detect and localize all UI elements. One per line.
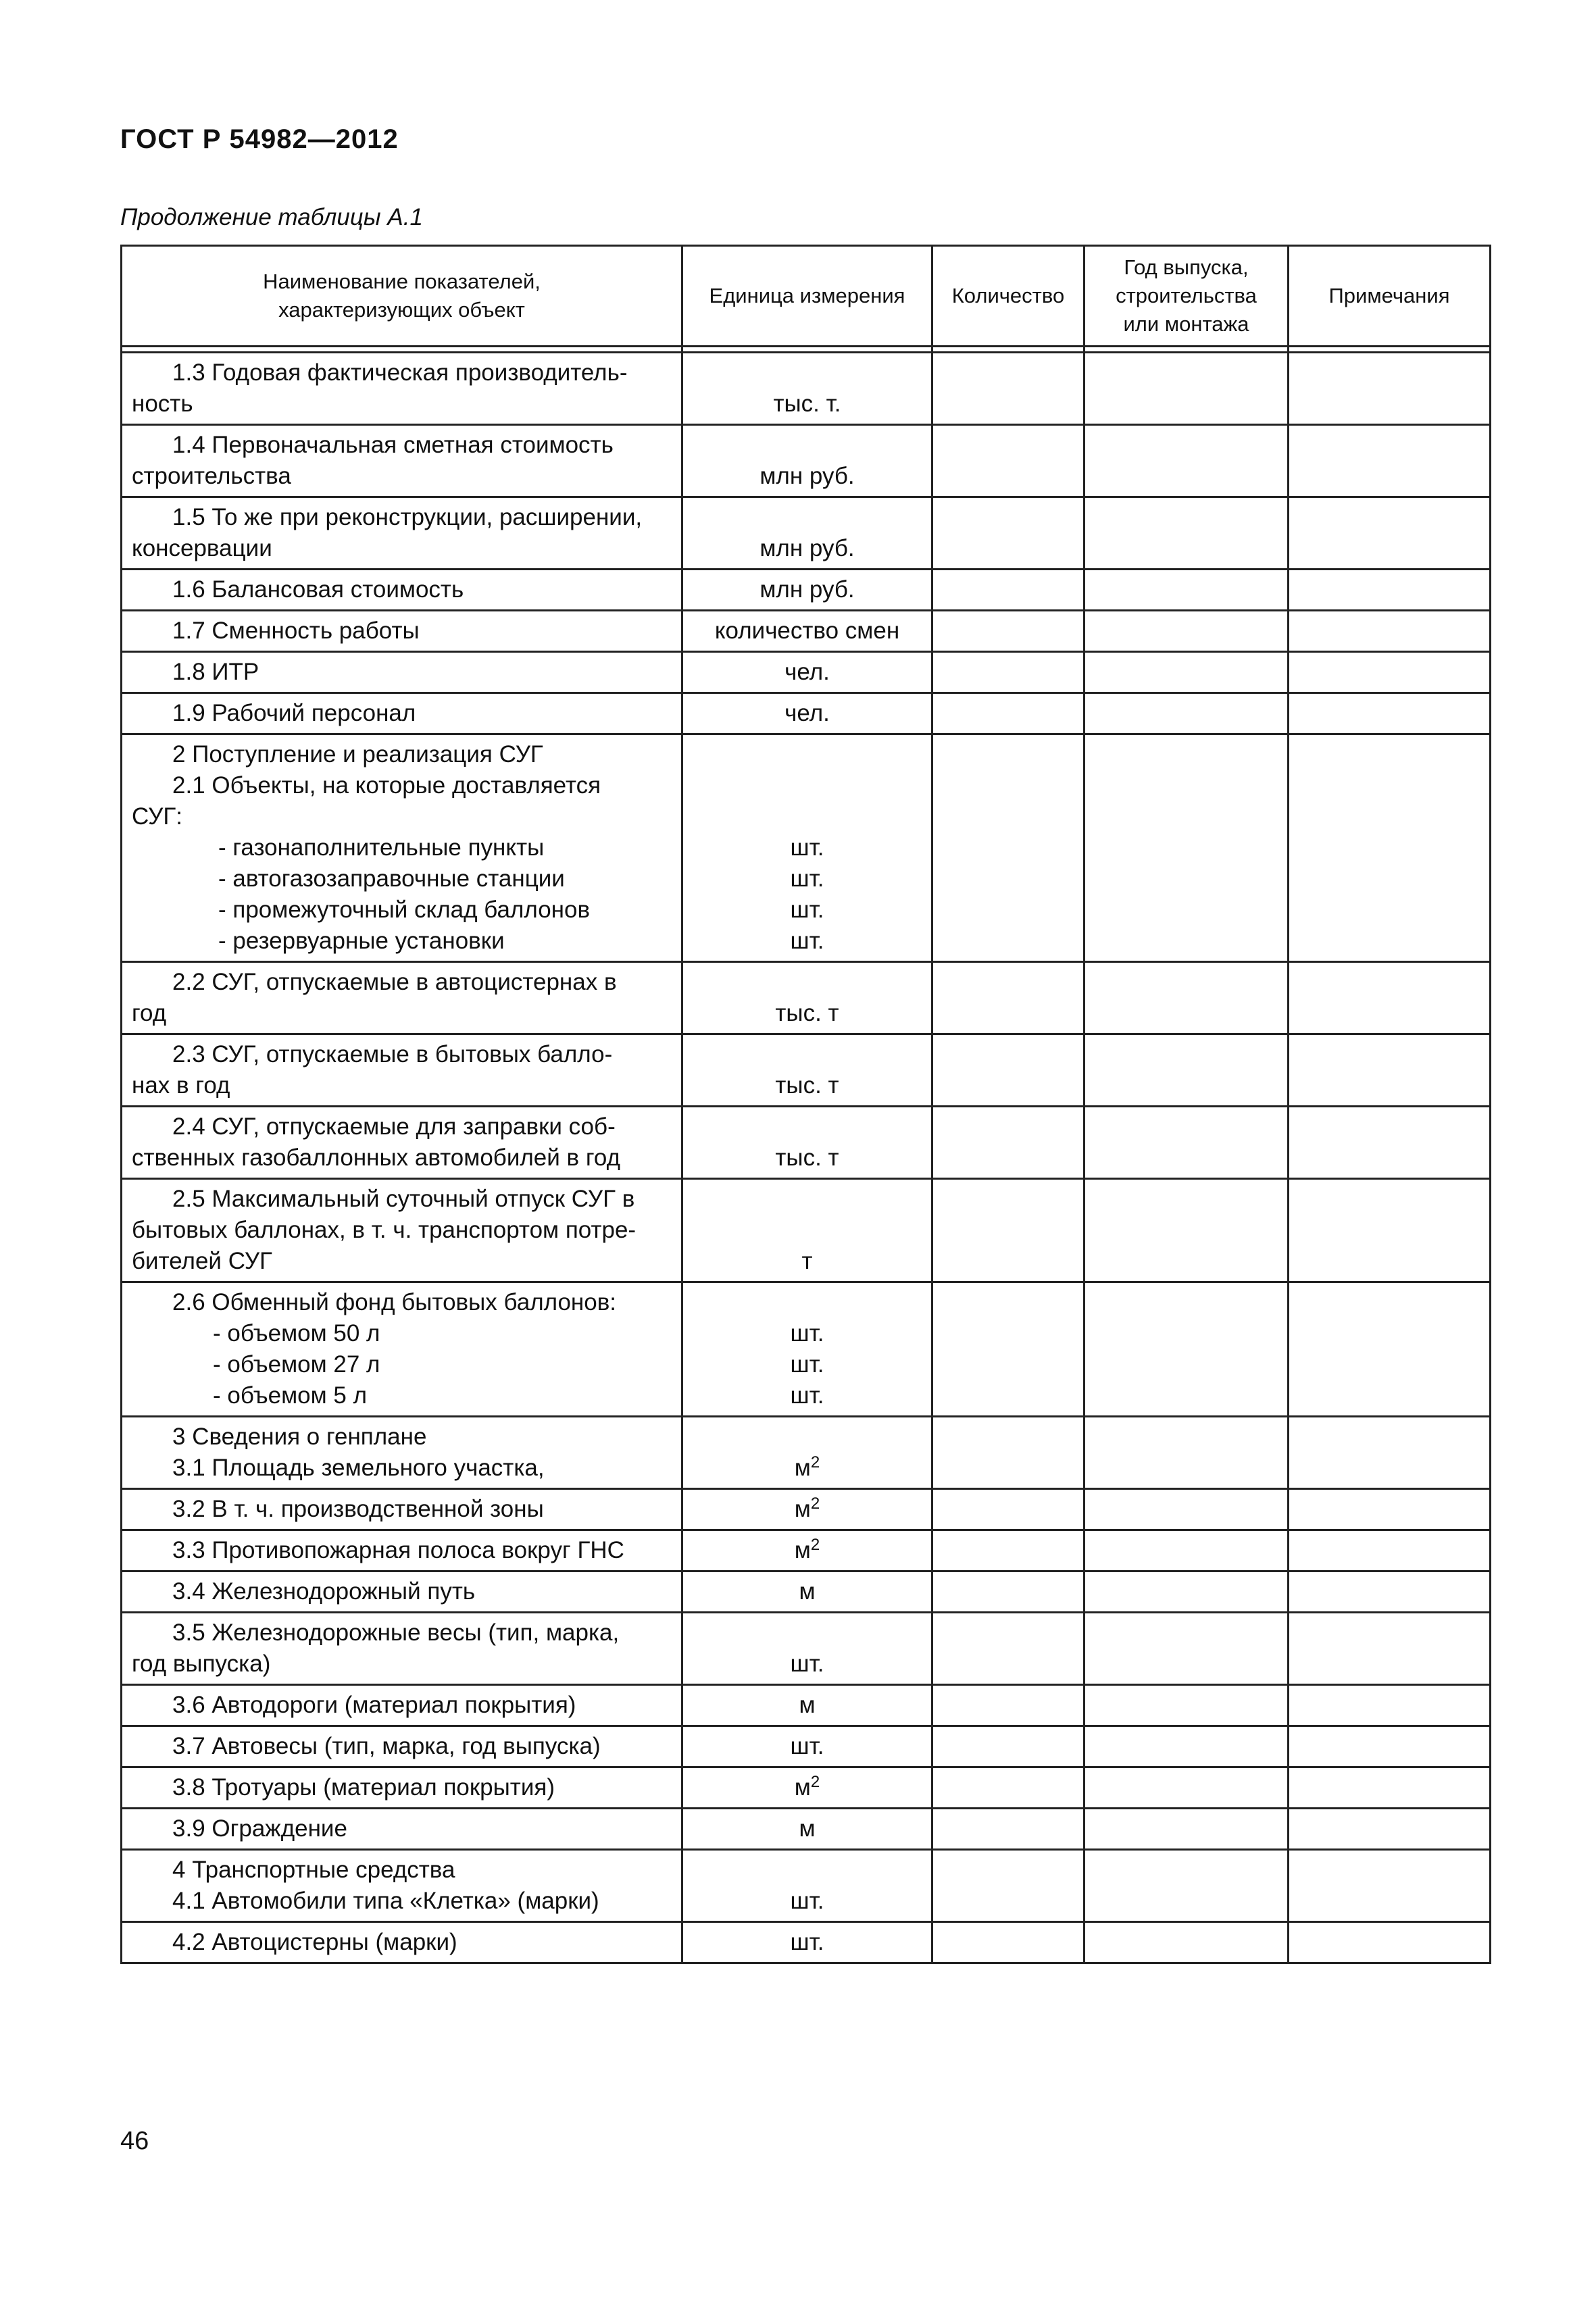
unit-cell	[682, 1417, 932, 1489]
notes-cell	[1289, 1530, 1491, 1571]
indicator-name-cell	[122, 353, 682, 425]
indicator-name-cell	[122, 962, 682, 1034]
unit-value	[683, 615, 931, 647]
year-cell	[1084, 962, 1289, 1034]
table-row	[122, 1489, 1491, 1530]
notes-cell	[1289, 497, 1491, 570]
unit-value	[683, 1380, 931, 1411]
quantity-cell	[932, 1417, 1084, 1489]
unit-value	[683, 863, 931, 895]
quantity-cell	[932, 1571, 1084, 1613]
quantity-cell	[932, 1685, 1084, 1726]
col-header-unit: Единица измерения	[682, 246, 932, 347]
unit-value	[683, 998, 931, 1029]
unit-exponent: 2	[810, 1773, 820, 1791]
notes-cell	[1289, 1282, 1491, 1417]
unit-text: м	[794, 1496, 811, 1522]
quantity-cell	[932, 353, 1084, 425]
year-cell	[1084, 1107, 1289, 1179]
unit-text: шт.	[790, 928, 824, 954]
indicator-name-line: бителей СУГ	[132, 1248, 273, 1274]
col-header-name-line: характеризующих объект	[278, 298, 525, 322]
year-cell	[1084, 1530, 1289, 1571]
indicator-name-line: - резервуарные установки	[218, 928, 505, 954]
unit-cell	[682, 1530, 932, 1571]
quantity-cell	[932, 652, 1084, 693]
indicator-name-line: СУГ:	[132, 803, 183, 830]
unit-cell	[682, 1850, 932, 1922]
indicator-name-line: 2 Поступление и реализация СУГ	[172, 741, 543, 768]
unit-text: тыс. т.	[773, 391, 841, 417]
col-header-notes: Примечания	[1289, 246, 1491, 347]
quantity-cell	[932, 1489, 1084, 1530]
notes-cell	[1289, 570, 1491, 611]
indicator-name-line: 1.5 То же при реконструкции, расширении,	[172, 504, 643, 530]
unit-value	[683, 533, 931, 564]
unit-value	[683, 832, 931, 863]
indicator-name-line: строительства	[132, 463, 291, 489]
indicator-name-line: 1.4 Первоначальная сметная стоимость	[172, 432, 614, 458]
year-cell	[1084, 734, 1289, 962]
notes-cell	[1289, 425, 1491, 497]
indicator-name-cell	[122, 1530, 682, 1571]
unit-text: тыс. т	[775, 1000, 839, 1026]
unit-text: чел.	[784, 659, 830, 685]
indicator-name-line: 3.2 В т. ч. производственной зоны	[172, 1496, 544, 1522]
indicator-name-line: - объемом 27 л	[213, 1351, 380, 1378]
indicator-name-cell	[122, 1850, 682, 1922]
year-cell	[1084, 1179, 1289, 1282]
unit-text: млн руб.	[759, 576, 855, 603]
unit-text: млн руб.	[759, 463, 855, 489]
indicator-name-line: бытовых баллонах, в т. ч. транспортом потре-	[132, 1217, 637, 1243]
indicator-name-cell	[122, 570, 682, 611]
unit-text: шт.	[790, 897, 824, 923]
year-cell	[1084, 1809, 1289, 1850]
notes-cell	[1289, 1726, 1491, 1767]
table-row	[122, 1613, 1491, 1685]
indicator-name-line: год выпуска)	[132, 1651, 271, 1677]
year-cell	[1084, 1850, 1289, 1922]
indicator-name-line: 1.7 Сменность работы	[172, 618, 420, 644]
unit-exponent: 2	[810, 1494, 820, 1513]
unit-value	[683, 574, 931, 605]
unit-text: млн руб.	[759, 535, 855, 561]
indicator-name-line: - объемом 50 л	[213, 1320, 380, 1347]
unit-cell	[682, 734, 932, 962]
notes-cell	[1289, 652, 1491, 693]
unit-cell	[682, 1613, 932, 1685]
unit-text: шт.	[790, 865, 824, 892]
unit-cell	[682, 1922, 932, 1963]
unit-text: количество смен	[714, 618, 900, 644]
indicator-table	[120, 245, 1491, 1964]
col-header-year-line: строительства	[1116, 284, 1257, 307]
indicator-name-line: 3.8 Тротуары (материал покрытия)	[172, 1774, 555, 1801]
year-cell	[1084, 1613, 1289, 1685]
indicator-name-cell	[122, 425, 682, 497]
table-row	[122, 1767, 1491, 1809]
notes-cell	[1289, 1034, 1491, 1107]
indicator-name-line: - газонаполнительные пункты	[218, 834, 545, 861]
indicator-name-cell	[122, 1034, 682, 1107]
year-cell	[1084, 1417, 1289, 1489]
table-row	[122, 1922, 1491, 1963]
unit-value	[683, 461, 931, 492]
indicator-name-line: год	[132, 1000, 167, 1026]
indicator-name-cell	[122, 1726, 682, 1767]
indicator-name-cell	[122, 1685, 682, 1726]
notes-cell	[1289, 611, 1491, 652]
unit-value	[683, 388, 931, 420]
indicator-name-line: 3.6 Автодороги (материал покрытия)	[172, 1692, 576, 1718]
table-row	[122, 1726, 1491, 1767]
year-cell	[1084, 353, 1289, 425]
table-row	[122, 353, 1491, 425]
quantity-cell	[932, 611, 1084, 652]
table-row	[122, 962, 1491, 1034]
unit-text: шт.	[790, 1888, 824, 1914]
notes-cell	[1289, 1613, 1491, 1685]
unit-value	[683, 1453, 931, 1484]
indicator-name-line: 3.4 Железнодорожный путь	[172, 1578, 476, 1605]
unit-value	[683, 1142, 931, 1174]
indicator-name-cell	[122, 1107, 682, 1179]
notes-cell	[1289, 1179, 1491, 1282]
notes-cell	[1289, 1685, 1491, 1726]
unit-cell	[682, 353, 932, 425]
indicator-name-cell	[122, 1282, 682, 1417]
table-row	[122, 1034, 1491, 1107]
unit-cell	[682, 1282, 932, 1417]
table-row	[122, 693, 1491, 734]
unit-value	[683, 1813, 931, 1844]
indicator-name-cell	[122, 1571, 682, 1613]
quantity-cell	[932, 693, 1084, 734]
col-header-year-line: или монтажа	[1123, 312, 1249, 336]
indicator-name-line: ственных газобаллонных автомобилей в год	[132, 1145, 620, 1171]
quantity-cell	[932, 1809, 1084, 1850]
notes-cell	[1289, 1417, 1491, 1489]
indicator-name-cell	[122, 1922, 682, 1963]
indicator-name-cell	[122, 1489, 682, 1530]
unit-text: м	[794, 1774, 811, 1801]
unit-text: м	[799, 1578, 816, 1605]
unit-value	[683, 1649, 931, 1680]
year-cell	[1084, 611, 1289, 652]
quantity-cell	[932, 1034, 1084, 1107]
unit-value	[683, 1349, 931, 1380]
indicator-name-cell	[122, 734, 682, 962]
unit-cell	[682, 1489, 932, 1530]
indicator-name-line: 1.3 Годовая фактическая производитель-	[172, 359, 628, 386]
unit-value	[683, 698, 931, 729]
table-row	[122, 1282, 1491, 1417]
year-cell	[1084, 1282, 1289, 1417]
year-cell	[1084, 1571, 1289, 1613]
table-caption: Продолжение таблицы А.1	[120, 204, 423, 230]
table-row	[122, 570, 1491, 611]
indicator-name-cell	[122, 1179, 682, 1282]
col-header-qty: Количество	[932, 246, 1084, 347]
indicator-name-cell	[122, 611, 682, 652]
table-row	[122, 734, 1491, 962]
quantity-cell	[932, 1850, 1084, 1922]
unit-exponent: 2	[810, 1536, 820, 1554]
unit-text: чел.	[784, 700, 830, 726]
quantity-cell	[932, 1107, 1084, 1179]
year-cell	[1084, 425, 1289, 497]
quantity-cell	[932, 1767, 1084, 1809]
indicator-name-line: 1.8 ИТР	[172, 659, 259, 685]
table-row	[122, 1571, 1491, 1613]
indicator-name-line: нах в год	[132, 1072, 230, 1099]
year-cell	[1084, 497, 1289, 570]
col-header-name	[122, 246, 682, 347]
indicator-name-line: - автогазозаправочные станции	[218, 865, 565, 892]
notes-cell	[1289, 1809, 1491, 1850]
unit-value	[683, 1927, 931, 1958]
unit-text: т	[801, 1248, 813, 1274]
unit-value	[683, 895, 931, 926]
unit-text: шт.	[790, 1382, 824, 1409]
indicator-name-line: 2.4 СУГ, отпускаемые для заправки соб-	[172, 1113, 616, 1140]
notes-cell	[1289, 962, 1491, 1034]
document-header: ГОСТ Р 54982—2012	[120, 124, 399, 154]
unit-text: м	[794, 1537, 811, 1563]
unit-value	[683, 1494, 931, 1525]
year-cell	[1084, 1767, 1289, 1809]
quantity-cell	[932, 1922, 1084, 1963]
unit-exponent: 2	[810, 1453, 820, 1472]
notes-cell	[1289, 1767, 1491, 1809]
table-row	[122, 1809, 1491, 1850]
year-cell	[1084, 693, 1289, 734]
unit-text: шт.	[790, 1733, 824, 1759]
notes-cell	[1289, 693, 1491, 734]
unit-text: шт.	[790, 834, 824, 861]
indicator-name-line: 2.2 СУГ, отпускаемые в автоцистернах в	[172, 969, 617, 995]
table-row	[122, 1685, 1491, 1726]
indicator-name-line: - объемом 5 л	[213, 1382, 367, 1409]
unit-text: м	[799, 1815, 816, 1842]
table-row	[122, 497, 1491, 570]
indicator-name-line: 4 Транспортные средства	[172, 1857, 455, 1883]
unit-value	[683, 1886, 931, 1917]
table-row	[122, 425, 1491, 497]
col-header-year-line: Год выпуска,	[1124, 255, 1249, 279]
indicator-name-line: консервации	[132, 535, 272, 561]
header-separator	[122, 347, 1491, 353]
indicator-name-line: 1.9 Рабочий персонал	[172, 700, 416, 726]
unit-cell	[682, 570, 932, 611]
unit-value	[683, 1535, 931, 1566]
unit-cell	[682, 1726, 932, 1767]
unit-value	[683, 1318, 931, 1349]
table-header-row	[122, 246, 1491, 347]
unit-cell	[682, 497, 932, 570]
unit-value	[683, 657, 931, 688]
quantity-cell	[932, 1726, 1084, 1767]
indicator-name-line: 1.6 Балансовая стоимость	[172, 576, 464, 603]
year-cell	[1084, 1034, 1289, 1107]
table-row	[122, 652, 1491, 693]
unit-value	[683, 1772, 931, 1803]
indicator-name-cell	[122, 1417, 682, 1489]
unit-cell	[682, 425, 932, 497]
notes-cell	[1289, 1107, 1491, 1179]
indicator-name-line: 2.1 Объекты, на которые доставляется	[172, 772, 601, 799]
indicator-name-cell	[122, 497, 682, 570]
quantity-cell	[932, 570, 1084, 611]
indicator-name-line: 3.1 Площадь земельного участка,	[172, 1455, 545, 1481]
year-cell	[1084, 1685, 1289, 1726]
notes-cell	[1289, 1850, 1491, 1922]
quantity-cell	[932, 1613, 1084, 1685]
quantity-cell	[932, 962, 1084, 1034]
table-row	[122, 1530, 1491, 1571]
indicator-name-line: 2.6 Обменный фонд бытовых баллонов:	[172, 1289, 617, 1315]
unit-cell	[682, 1809, 932, 1850]
unit-value	[683, 1731, 931, 1762]
indicator-name-cell	[122, 1809, 682, 1850]
indicator-name-line: - промежуточный склад баллонов	[218, 897, 591, 923]
indicator-name-cell	[122, 1767, 682, 1809]
col-header-year	[1084, 246, 1289, 347]
indicator-name-line: 4.2 Автоцистерны (марки)	[172, 1929, 457, 1955]
unit-text: шт.	[790, 1351, 824, 1378]
quantity-cell	[932, 1179, 1084, 1282]
unit-text: тыс. т	[775, 1145, 839, 1171]
unit-text: тыс. т	[775, 1072, 839, 1099]
indicator-name-line: 3 Сведения о генплане	[172, 1424, 427, 1450]
indicator-name-cell	[122, 652, 682, 693]
unit-text: шт.	[790, 1651, 824, 1677]
table-row	[122, 1417, 1491, 1489]
indicator-name-line: 3.3 Противопожарная полоса вокруг ГНС	[172, 1537, 624, 1563]
indicator-name-line: ность	[132, 391, 193, 417]
unit-text: м	[799, 1692, 816, 1718]
notes-cell	[1289, 1571, 1491, 1613]
quantity-cell	[932, 1530, 1084, 1571]
notes-cell	[1289, 353, 1491, 425]
unit-cell	[682, 652, 932, 693]
notes-cell	[1289, 734, 1491, 962]
indicator-name-line: 2.3 СУГ, отпускаемые в бытовых балло-	[172, 1041, 613, 1067]
year-cell	[1084, 1726, 1289, 1767]
indicator-name-line: 4.1 Автомобили типа «Клетка» (марки)	[172, 1888, 599, 1914]
table-row	[122, 1850, 1491, 1922]
table-body	[122, 347, 1491, 1963]
quantity-cell	[932, 425, 1084, 497]
quantity-cell	[932, 1282, 1084, 1417]
notes-cell	[1289, 1489, 1491, 1530]
unit-value	[683, 1576, 931, 1607]
indicator-name-cell	[122, 1613, 682, 1685]
quantity-cell	[932, 734, 1084, 962]
unit-value	[683, 1690, 931, 1721]
indicator-name-line: 3.9 Ограждение	[172, 1815, 347, 1842]
unit-cell	[682, 1685, 932, 1726]
unit-value	[683, 1246, 931, 1277]
indicator-name-line: 3.5 Железнодорожные весы (тип, марка,	[172, 1619, 620, 1646]
unit-text: шт.	[790, 1320, 824, 1347]
notes-cell	[1289, 1922, 1491, 1963]
unit-cell	[682, 1767, 932, 1809]
unit-text: м	[794, 1455, 811, 1481]
year-cell	[1084, 652, 1289, 693]
quantity-cell	[932, 497, 1084, 570]
unit-cell	[682, 962, 932, 1034]
unit-cell	[682, 611, 932, 652]
table-row	[122, 1107, 1491, 1179]
unit-value	[683, 1070, 931, 1101]
year-cell	[1084, 570, 1289, 611]
indicator-name-line: 3.7 Автовесы (тип, марка, год выпуска)	[172, 1733, 601, 1759]
year-cell	[1084, 1922, 1289, 1963]
unit-cell	[682, 1571, 932, 1613]
unit-value	[683, 926, 931, 957]
unit-cell	[682, 1179, 932, 1282]
year-cell	[1084, 1489, 1289, 1530]
unit-cell	[682, 1034, 932, 1107]
table-row	[122, 1179, 1491, 1282]
unit-text: шт.	[790, 1929, 824, 1955]
unit-cell	[682, 1107, 932, 1179]
col-header-name-line: Наименование показателей,	[263, 270, 541, 293]
table-row	[122, 611, 1491, 652]
page-number: 46	[120, 2127, 149, 2155]
indicator-name-cell	[122, 693, 682, 734]
indicator-name-line: 2.5 Максимальный суточный отпуск СУГ в	[172, 1186, 635, 1212]
unit-cell	[682, 693, 932, 734]
